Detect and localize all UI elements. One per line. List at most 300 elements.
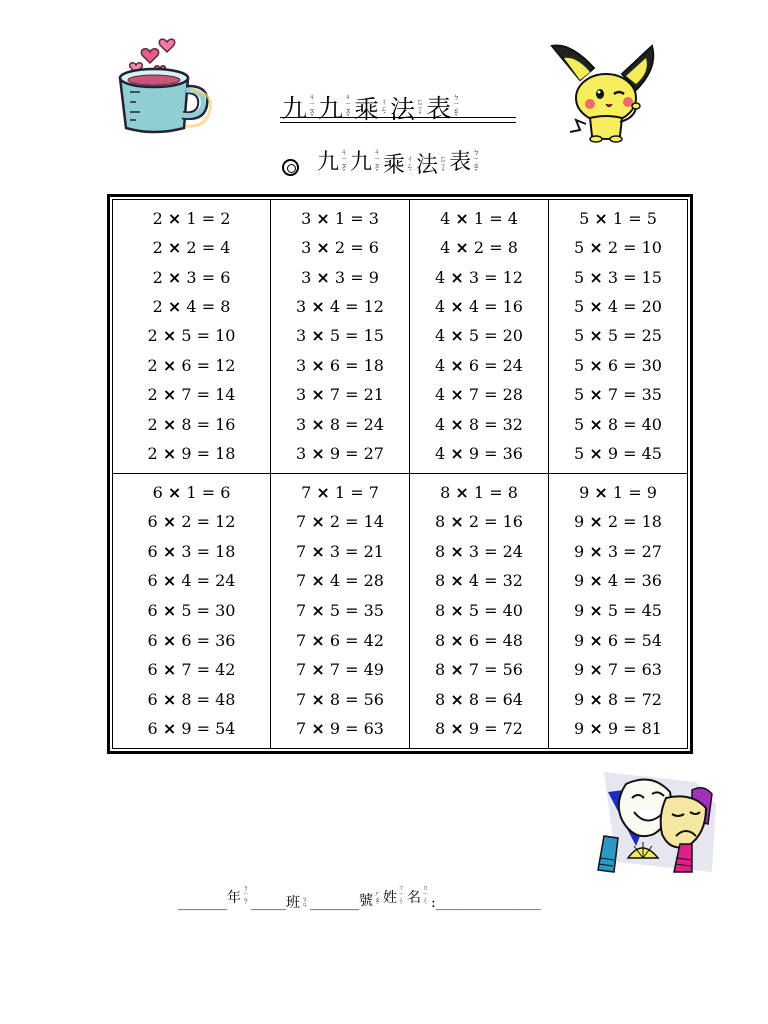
- multiplicand: 7: [296, 512, 307, 532]
- equation-row: [296, 541, 384, 561]
- equals-sign: =: [623, 326, 637, 346]
- equation-row: [574, 514, 662, 530]
- zhuyin-symbol: ㄥ: [380, 105, 388, 113]
- multiplier: 1: [186, 482, 197, 502]
- times-sign: ×: [589, 571, 603, 591]
- multiplicand: 2: [147, 444, 158, 464]
- multiplicand: 5: [574, 238, 585, 258]
- multiplicand: 7: [301, 482, 312, 502]
- product: 14: [215, 385, 236, 405]
- times-sign: ×: [311, 297, 325, 317]
- times-sign: ×: [450, 385, 464, 405]
- product: 54: [215, 719, 236, 739]
- subtitle-han: 九: [317, 150, 340, 175]
- multiplicand: 4: [435, 414, 446, 434]
- product: 16: [215, 414, 236, 434]
- equals-sign: =: [623, 719, 637, 739]
- zhuyin-symbol: ˊ: [382, 112, 386, 120]
- equation-row: [148, 514, 236, 530]
- multiplier: 3: [181, 541, 192, 561]
- multiplier: 6: [607, 630, 618, 650]
- equation-row: [296, 600, 384, 620]
- equals-sign: =: [484, 355, 498, 375]
- subtitle-zhuyin: [439, 156, 447, 177]
- times-sign: ×: [316, 482, 330, 502]
- multiplicand: 6: [147, 600, 158, 620]
- title-han: 九: [318, 93, 344, 123]
- multiplier: 9: [607, 719, 618, 739]
- equals-sign: =: [484, 600, 498, 620]
- multiplier: 5: [468, 326, 479, 346]
- equals-sign: =: [484, 719, 498, 739]
- multiplicand: 8: [435, 660, 446, 680]
- multiplicand: 2: [147, 326, 158, 346]
- product: 6: [220, 267, 231, 287]
- multiplicand: 4: [435, 267, 446, 287]
- multiplicand: 2: [152, 297, 163, 317]
- equals-sign: =: [196, 719, 210, 739]
- zhuyin-symbol: ㄡ: [340, 162, 348, 170]
- section-heading: [282, 149, 482, 177]
- multiplicand: 3: [296, 414, 307, 434]
- multiplier: 9: [329, 719, 340, 739]
- multiplicand: 9: [574, 541, 585, 561]
- zhuyin-symbol: ㄡ: [373, 162, 381, 170]
- times-sign: ×: [594, 208, 608, 228]
- equation-row: [296, 328, 384, 344]
- equation-row: [147, 630, 236, 650]
- times-sign: ×: [589, 630, 603, 650]
- equals-sign: =: [484, 541, 498, 561]
- equals-sign: =: [201, 482, 216, 502]
- product: 36: [215, 630, 236, 650]
- times-sign: ×: [162, 512, 177, 532]
- multiplicand: 3: [296, 385, 307, 405]
- equation-row: [152, 208, 231, 228]
- subtitle-char: [449, 149, 482, 177]
- times-sign: ×: [311, 541, 325, 561]
- zhuyin-symbol: ㄥ: [422, 897, 429, 904]
- equals-sign: =: [623, 355, 637, 375]
- equals-sign: =: [623, 630, 637, 650]
- multiplier: 6: [468, 355, 479, 375]
- times-sign: ×: [450, 571, 464, 591]
- equals-sign: =: [345, 512, 359, 532]
- times-sign: ×: [311, 512, 325, 532]
- equals-sign: =: [484, 689, 498, 709]
- equals-sign: =: [345, 355, 359, 375]
- multiplier: 5: [607, 326, 618, 346]
- multiplier: 9: [468, 444, 479, 464]
- times-sign: ×: [450, 297, 464, 317]
- equation-row: [435, 600, 523, 620]
- multiplier: 1: [612, 208, 624, 228]
- equals-sign: =: [201, 208, 216, 228]
- equals-sign: =: [345, 297, 359, 317]
- equals-sign: =: [489, 208, 503, 228]
- multiplier: 2: [468, 512, 479, 532]
- multiplicand: 7: [296, 571, 307, 591]
- times-sign: ×: [589, 660, 603, 680]
- zhuyin-symbol: ㄧ: [373, 155, 381, 163]
- multiplicand: 8: [440, 482, 451, 502]
- product: 15: [363, 326, 384, 346]
- equation-row: [153, 240, 231, 256]
- multiplier: 5: [181, 600, 192, 620]
- equals-sign: =: [484, 512, 498, 532]
- multiplier: 8: [468, 414, 479, 434]
- equation-row: [579, 208, 657, 228]
- title-han: 乘: [354, 95, 380, 124]
- equation-row: [296, 299, 384, 315]
- zhuyin-symbol: ㄧ: [340, 155, 348, 163]
- times-sign: ×: [311, 600, 325, 620]
- multiplicand: 8: [435, 600, 446, 620]
- multiplier: 4: [607, 297, 618, 317]
- equation-row: [148, 387, 236, 403]
- double-circle-bullet-icon: [282, 159, 299, 176]
- equals-sign: =: [484, 326, 498, 346]
- times-sign: ×: [162, 600, 177, 620]
- multiplicand: 9: [574, 719, 585, 739]
- subtitle-zhuyin: [472, 149, 480, 177]
- product: 7: [368, 482, 379, 502]
- product: 21: [363, 385, 384, 405]
- zhuyin-symbol: ㄒ: [398, 885, 405, 892]
- equation-row: [296, 630, 384, 650]
- multiplier: 9: [181, 444, 192, 464]
- multiplicand: 8: [435, 541, 446, 561]
- multiplier: 8: [181, 689, 192, 709]
- multiplicand: 2: [152, 208, 163, 228]
- times-sign: ×: [311, 571, 325, 591]
- zhuyin-symbol: ㄏ: [374, 891, 381, 898]
- multiplier: 6: [181, 355, 192, 375]
- title-han: 法: [390, 95, 416, 124]
- equation-row: [435, 573, 523, 589]
- equals-sign: =: [484, 660, 498, 680]
- multiplicand: 6: [152, 482, 163, 502]
- times-sign: ×: [311, 660, 325, 680]
- multiplier: 3: [607, 541, 618, 561]
- product: 40: [641, 414, 662, 434]
- equation-row: [574, 600, 662, 620]
- equation-row: [152, 267, 231, 287]
- subtitle-char: [416, 155, 449, 177]
- product: 18: [215, 444, 236, 464]
- multiplicand: 7: [296, 719, 307, 739]
- zhuyin-symbol: ˇ: [310, 114, 314, 122]
- equals-sign: =: [201, 267, 216, 287]
- product: 4: [507, 208, 518, 228]
- equation-row: [296, 414, 384, 434]
- multiplier: 2: [607, 512, 618, 532]
- fill-in-blank: _______: [178, 895, 227, 911]
- zhuyin-symbol: ㄡ: [344, 107, 352, 115]
- footer-zhuyin: [374, 892, 381, 910]
- times-sign: ×: [316, 238, 330, 258]
- times-sign: ×: [311, 689, 325, 709]
- times-sign: ×: [311, 385, 325, 405]
- equation-row: [296, 387, 384, 403]
- times-sign: ×: [455, 208, 469, 228]
- equation-row: [574, 630, 662, 650]
- equation-row: [435, 299, 523, 315]
- multiplicand: 6: [147, 719, 158, 739]
- footer-label-char: [407, 886, 431, 910]
- multiplier: 3: [468, 267, 479, 287]
- equals-sign: =: [623, 600, 637, 620]
- product: 56: [502, 660, 523, 680]
- multiplicand: 7: [296, 660, 307, 680]
- product: 10: [215, 326, 236, 346]
- title-han: 表: [426, 93, 452, 123]
- times-sign: ×: [162, 355, 177, 375]
- multiplicand: 2: [147, 355, 158, 375]
- multiplicand: 3: [296, 297, 307, 317]
- zhuyin-symbol: ㄈ: [416, 98, 424, 106]
- times-sign: ×: [167, 238, 182, 258]
- footer-label-char: [359, 892, 383, 910]
- equation-row: [296, 662, 384, 678]
- footer-label-han: 號: [359, 893, 373, 909]
- zhuyin-symbol: ˇ: [342, 169, 346, 177]
- zhuyin-symbol: ㄧ: [344, 100, 352, 108]
- multiplier: 2: [329, 512, 340, 532]
- product: 16: [502, 297, 523, 317]
- product: 2: [220, 208, 231, 228]
- multiplier: 4: [329, 297, 340, 317]
- times-table-block-2: [113, 200, 271, 474]
- product: 8: [507, 482, 518, 502]
- zhuyin-symbol: ㄅ: [452, 93, 460, 101]
- times-sign: ×: [450, 414, 464, 434]
- product: 18: [215, 541, 236, 561]
- product: 12: [215, 512, 236, 532]
- equation-row: [435, 355, 523, 375]
- times-sign: ×: [455, 238, 469, 258]
- times-sign: ×: [589, 385, 603, 405]
- product: 32: [502, 571, 523, 591]
- equals-sign: =: [345, 630, 359, 650]
- multiplicand: 4: [435, 355, 446, 375]
- multiplicand: 9: [579, 482, 590, 502]
- equation-row: [435, 328, 523, 344]
- equals-sign: =: [345, 385, 359, 405]
- product: 24: [502, 541, 523, 561]
- multiplier: 9: [607, 444, 618, 464]
- multiplier: 1: [334, 482, 346, 502]
- multiplier: 7: [607, 660, 618, 680]
- equation-row: [435, 446, 523, 462]
- equals-sign: =: [623, 512, 637, 532]
- equation-row: [435, 721, 523, 737]
- product: 72: [641, 689, 662, 709]
- product: 16: [502, 512, 523, 532]
- equals-sign: =: [345, 689, 359, 709]
- times-sign: ×: [311, 630, 325, 650]
- product: 42: [363, 630, 384, 650]
- times-sign: ×: [167, 482, 182, 502]
- times-sign: ×: [450, 355, 464, 375]
- product: 12: [502, 267, 523, 287]
- multiplier: 8: [329, 689, 340, 709]
- equation-row: [153, 299, 231, 315]
- multiplier: 2: [473, 238, 485, 258]
- multiplicand: 5: [579, 208, 590, 228]
- times-sign: ×: [589, 326, 603, 346]
- equation-row: [296, 355, 384, 375]
- equation-row: [574, 662, 662, 678]
- footer-zhuyin: [422, 886, 429, 910]
- multiplicand: 5: [574, 326, 585, 346]
- equals-sign: =: [623, 660, 637, 680]
- times-sign: ×: [594, 482, 608, 502]
- zhuyin-symbol: ˇ: [375, 169, 379, 177]
- multiplicand: 3: [301, 208, 312, 228]
- times-table-block-7: [271, 474, 410, 748]
- zhuyin-symbol: ㄔ: [406, 154, 414, 163]
- product: 42: [215, 660, 236, 680]
- multiplier: 4: [468, 297, 479, 317]
- zhuyin-symbol: ㄥ: [406, 161, 414, 170]
- product: 35: [641, 385, 662, 405]
- multiplicand: 6: [147, 512, 158, 532]
- multiplicand: 5: [574, 267, 585, 287]
- subtitle-han: 乘: [383, 153, 406, 178]
- multiplier: 8: [329, 414, 340, 434]
- multiplicand: 4: [440, 238, 451, 258]
- zhuyin-symbol: ㄧ: [452, 100, 460, 108]
- times-sign: ×: [167, 297, 182, 317]
- equation-row: [296, 514, 384, 530]
- equation-row: [301, 482, 379, 502]
- multiplicand: 7: [296, 630, 307, 650]
- equation-row: [574, 573, 662, 589]
- equation-row: [440, 208, 518, 228]
- equals-sign: =: [484, 414, 498, 434]
- multiplicand: 3: [301, 238, 312, 258]
- times-table-block-8: [410, 474, 549, 748]
- product: 20: [502, 326, 523, 346]
- title-double-underline: [280, 114, 516, 123]
- zhuyin-symbol: ˋ: [376, 903, 379, 910]
- equation-row: [435, 541, 523, 561]
- multiplicand: 6: [147, 571, 158, 591]
- times-sign: ×: [311, 355, 325, 375]
- equation-row: [574, 689, 662, 709]
- equation-row: [574, 414, 662, 434]
- equation-row: [296, 446, 384, 462]
- times-sign: ×: [162, 326, 177, 346]
- multiplier: 4: [181, 571, 192, 591]
- multiplier: 9: [329, 444, 340, 464]
- zhuyin-symbol: ˋ: [400, 903, 403, 910]
- equals-sign: =: [484, 630, 498, 650]
- equation-row: [147, 355, 236, 375]
- multiplier: 7: [468, 385, 479, 405]
- zhuyin-symbol: ˊ: [408, 168, 412, 177]
- product: 18: [641, 512, 662, 532]
- zhuyin-symbol: ˇ: [418, 112, 422, 120]
- equals-sign: =: [484, 267, 498, 287]
- product: 10: [641, 238, 662, 258]
- multiplicand: 3: [301, 267, 312, 287]
- fill-in-blank: _______: [310, 895, 359, 911]
- multiplier: 1: [473, 208, 485, 228]
- equals-sign: =: [196, 512, 210, 532]
- pichu-character-icon: [550, 38, 660, 148]
- multiplicand: 8: [435, 571, 446, 591]
- product: 3: [368, 208, 379, 228]
- multiplicand: 3: [296, 444, 307, 464]
- times-sign: ×: [162, 660, 177, 680]
- equation-row: [440, 482, 518, 502]
- zhuyin-symbol: ㄢ: [301, 902, 308, 909]
- multiplicand: 5: [574, 444, 585, 464]
- zhuyin-symbol: ㄇ: [422, 885, 429, 892]
- product: 81: [641, 719, 662, 739]
- multiplicand: 9: [574, 512, 585, 532]
- multiplicand: 5: [574, 385, 585, 405]
- equation-row: [579, 482, 657, 502]
- multiplicand: 3: [296, 355, 307, 375]
- equals-sign: =: [484, 571, 498, 591]
- times-sign: ×: [167, 208, 182, 228]
- multiplier: 3: [186, 267, 197, 287]
- multiplier: 6: [607, 355, 618, 375]
- equation-row: [301, 208, 379, 228]
- multiplier: 9: [468, 719, 479, 739]
- section-heading-text: [317, 149, 482, 177]
- times-sign: ×: [589, 541, 603, 561]
- subtitle-han: 表: [449, 150, 472, 175]
- footer-label-char: [286, 896, 310, 910]
- zhuyin-symbol: ㄠ: [472, 162, 480, 170]
- zhuyin-symbol: ㄠ: [452, 107, 460, 115]
- equation-row: [435, 630, 523, 650]
- times-sign: ×: [589, 238, 603, 258]
- multiplicand: 2: [147, 414, 158, 434]
- times-sign: ×: [162, 630, 177, 650]
- multiplicand: 2: [152, 267, 163, 287]
- equation-row: [435, 414, 523, 434]
- times-sign: ×: [589, 689, 603, 709]
- product: 21: [363, 541, 384, 561]
- multiplicand: 9: [574, 600, 585, 620]
- equation-row: [296, 689, 384, 709]
- zhuyin-symbol: ˊ: [424, 903, 427, 910]
- title-han: 九: [282, 93, 308, 123]
- equals-sign: =: [345, 660, 359, 680]
- product: 28: [363, 571, 384, 591]
- times-table-block-6: [113, 474, 271, 748]
- equals-sign: =: [484, 444, 498, 464]
- multiplicand: 7: [296, 600, 307, 620]
- multiplier: 2: [181, 512, 192, 532]
- equals-sign: =: [196, 326, 210, 346]
- multiplier: 4: [607, 571, 618, 591]
- equals-sign: =: [350, 482, 364, 502]
- subtitle-char: [317, 149, 350, 177]
- multiplier: 1: [186, 208, 197, 228]
- equals-sign: =: [196, 355, 210, 375]
- subtitle-zhuyin: [406, 156, 414, 177]
- times-sign: ×: [589, 267, 603, 287]
- multiplicand: 8: [435, 719, 446, 739]
- equals-sign: =: [196, 541, 210, 561]
- multiplier: 5: [181, 326, 192, 346]
